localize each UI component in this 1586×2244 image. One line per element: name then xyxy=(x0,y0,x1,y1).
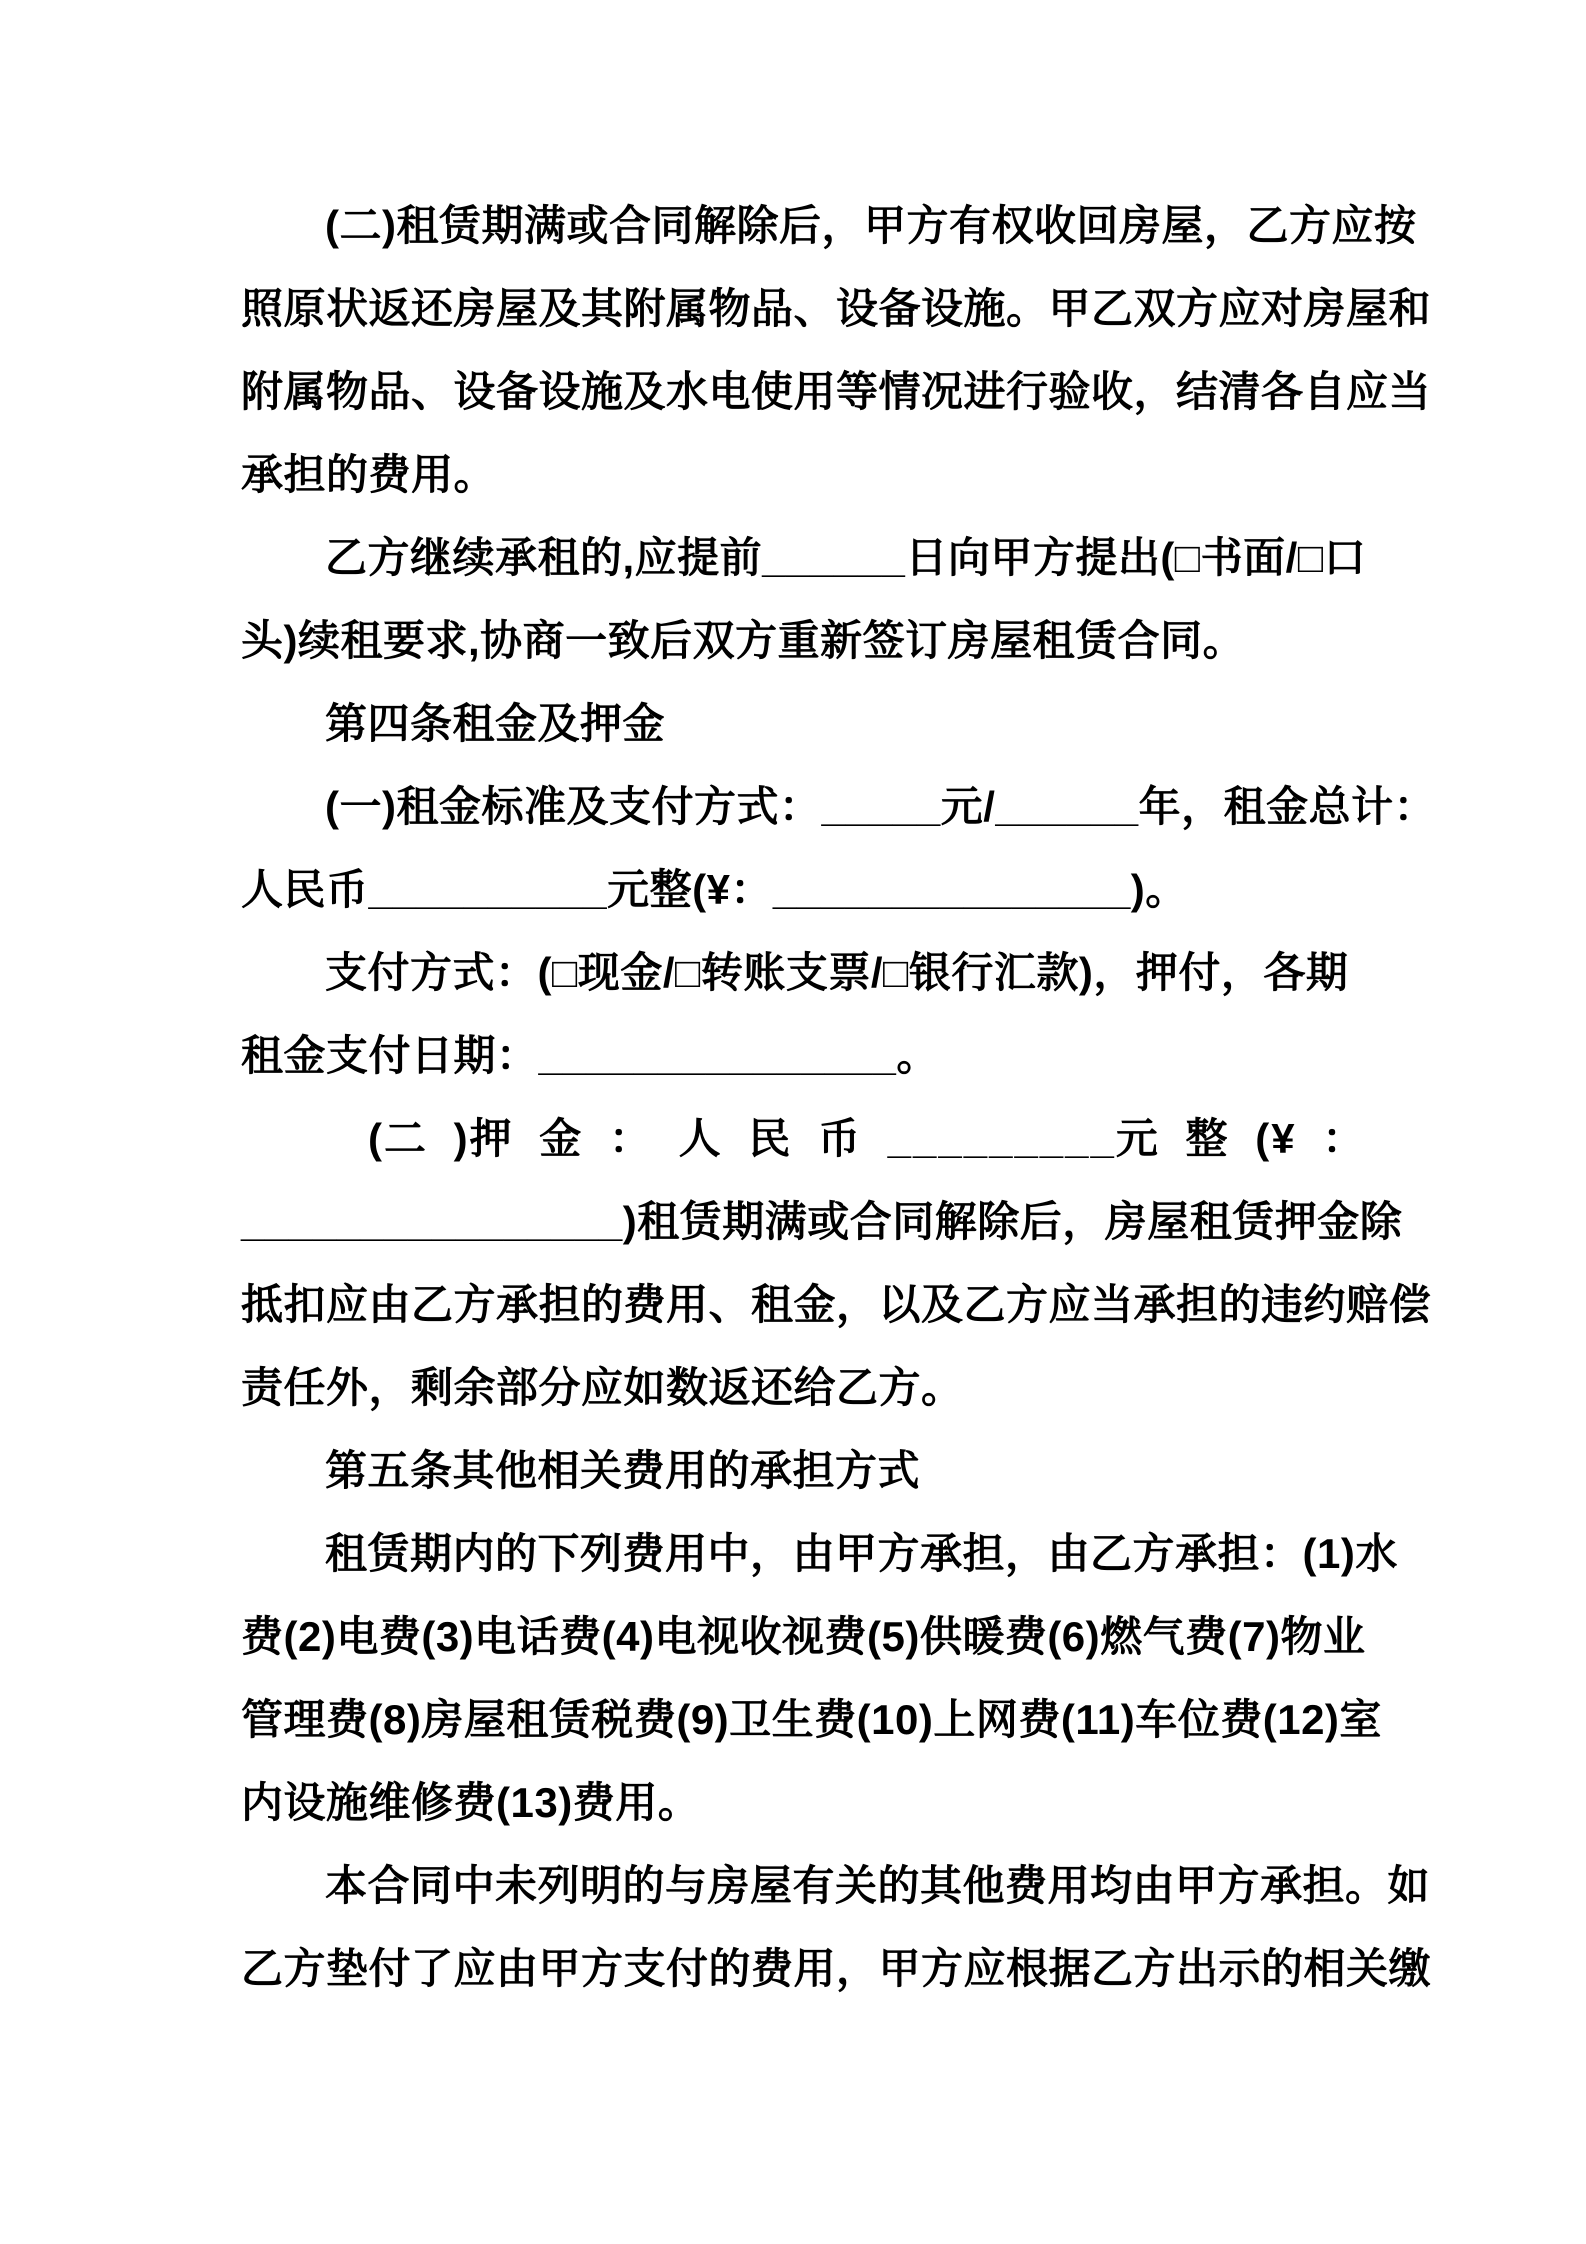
contract-line-8: (一)租金标准及支付方式：_____元/______年，租金总计： xyxy=(325,783,1437,830)
contract-line-5: 乙方继续承租的,应提前______日向甲方提出(□书面/□口 xyxy=(325,534,1367,581)
contract-line-11: 租金支付日期：_______________。 xyxy=(241,1032,939,1079)
contract-line-18: 费(2)电费(3)电话费(4)电视收视费(5)供暖费(6)燃气费(7)物业 xyxy=(241,1613,1366,1660)
contract-line-17: 租赁期内的下列费用中，由甲方承担，由乙方承担：(1)水 xyxy=(325,1530,1398,1577)
contract-heading-article-4: 第四条租金及押金 xyxy=(325,700,666,747)
contract-line-19: 管理费(8)房屋租赁税费(9)卫生费(10)上网费(11)车位费(12)室 xyxy=(241,1696,1382,1743)
contract-line-13: ________________)租赁期满或合同解除后，房屋租赁押金除 xyxy=(241,1198,1403,1245)
contract-line-22: 乙方垫付了应由甲方支付的费用，甲方应根据乙方出示的相关缴 xyxy=(241,1945,1432,1992)
contract-line-10: 支付方式：(□现金/□转账支票/□银行汇款)，押付，各期 xyxy=(325,949,1349,996)
contract-heading-article-5: 第五条其他相关费用的承担方式 xyxy=(325,1447,921,1494)
contract-line-14: 抵扣应由乙方承担的费用、租金，以及乙方应当承担的违约赔偿 xyxy=(241,1281,1432,1328)
contract-line-2: 照原状返还房屋及其附属物品、设备设施。甲乙双方应对房屋和 xyxy=(241,285,1432,332)
contract-line-6: 头)续租要求,协商一致后双方重新签订房屋租赁合同。 xyxy=(241,617,1246,664)
contract-line-4: 承担的费用。 xyxy=(241,451,497,498)
contract-line-3: 附属物品、设备设施及水电使用等情况进行验收，结清各自应当 xyxy=(241,368,1432,415)
contract-line-12: (二 )押 金 ： 人 民 币 _________元 整 (¥ ： xyxy=(368,1115,1367,1162)
contract-line-1: (二)租赁期满或合同解除后，甲方有权收回房屋，乙方应按 xyxy=(325,202,1417,249)
contract-line-15: 责任外，剩余部分应如数返还给乙方。 xyxy=(241,1364,964,1411)
contract-line-9: 人民币__________元整(¥：_______________)。 xyxy=(241,866,1188,913)
contract-line-20: 内设施维修费(13)费用。 xyxy=(241,1779,701,1826)
contract-line-21: 本合同中未列明的与房屋有关的其他费用均由甲方承担。如 xyxy=(325,1862,1431,1909)
